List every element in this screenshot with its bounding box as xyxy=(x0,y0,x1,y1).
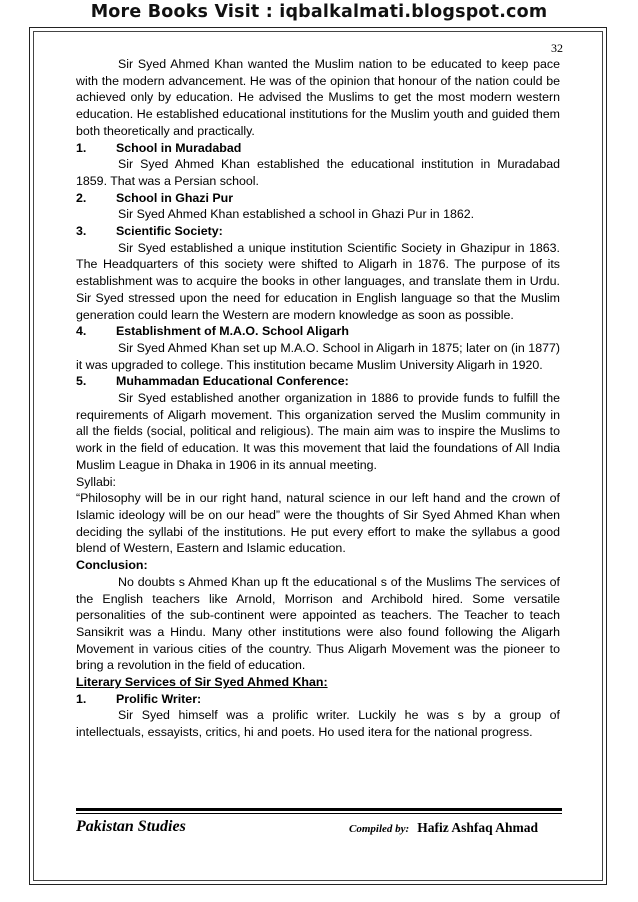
syllabi-label: Syllabi: xyxy=(76,474,116,489)
section-heading-2 xyxy=(76,190,560,207)
section-paragraph-2: Sir Syed Ahmed Khan established a school in Ghazi Pur in 1862. xyxy=(118,207,475,222)
section-paragraph-1: Sir Syed Ahmed Khan established the educational institution in Muradabad 1859. That was a Persian school. xyxy=(76,157,560,188)
section-number: 1. xyxy=(76,140,87,155)
section-number: 5. xyxy=(76,374,87,389)
section-heading-3 xyxy=(76,223,560,240)
section-number: 2. xyxy=(76,190,87,205)
section-title: Prolific Writer: xyxy=(116,691,202,706)
literary-paragraph: Sir Syed himself was a prolific writer. Luckily he was s by a group of intellectuals, essayists, critics, hi and poets. Ho used itera for the national progress. xyxy=(76,708,560,740)
conclusion-paragraph: No doubts s Ahmed Khan up ft the educational s of the Muslims The services of the English teachers like Arnold, Morrison and Archibold hired. Some versatile personalities of the sub-continent were appointed as teachers. The Teacher to teach Sansikrit was a Hindu. Many other institutions were also found following the Aligarh Movement in various cities of the country. Thus Aligarh Movement was the pioneer to bring a revolution in the field of education. xyxy=(76,574,560,673)
section-paragraph-5: Sir Syed established another organization in 1886 to provide funds to fulfill the requirements of Aligarh movement. This organization served the Muslim community in all the fields (social, political and religious). The main aim was to inspire the Muslims to work in the field of education. It was this movement that laid the foundations of All India Muslim League in Dhaka in 1906 in its annual meeting. xyxy=(76,391,560,472)
document-body xyxy=(76,56,560,741)
section-heading-1 xyxy=(76,140,560,157)
section-paragraph-4: Sir Syed Ahmed Khan set up M.A.O. School in Aligarh in 1875; later on (in 1877) it was upgraded to college. This institution became Muslim University Aligarh in 1920. xyxy=(76,340,560,372)
section-number: 3. xyxy=(76,224,87,239)
literary-services-title: Literary Services of Sir Syed Ahmed Khan: xyxy=(76,675,328,690)
footer-book-title: Pakistan Studies xyxy=(76,818,186,835)
section-title: School in Muradabad xyxy=(116,140,242,155)
intro-paragraph: Sir Syed Ahmed Khan wanted the Muslim nation to be educated to keep pace with the modern advancement. He was of the opinion that honour of the nation could be achieved only by education. He advised the Muslims to get the most modern western education. He established educational institutions for the Muslim youth and guided them both theoretically and practically. xyxy=(76,57,560,138)
section-title: Establishment of M.A.O. School Aligarh xyxy=(116,324,349,339)
footer-divider-thin xyxy=(76,813,562,814)
conclusion-label: Conclusion: xyxy=(76,558,148,573)
section-number: 4. xyxy=(76,324,87,339)
section-title: Scientific Society: xyxy=(116,224,223,239)
page-number: 32 xyxy=(551,41,563,55)
author-name: Hafiz Ashfaq Ahmad xyxy=(417,820,538,835)
section-heading-5 xyxy=(76,373,560,390)
footer-credit xyxy=(349,820,538,836)
literary-subheading xyxy=(76,691,560,708)
section-number: 1. xyxy=(76,691,87,706)
section-paragraph-3: Sir Syed established a unique institution Scientific Society in Ghazipur in 1863. The Headquarters of this society were shifted to Aligarh in 1876. The purpose of its establishment was to acquire the books in other languages, and translate them in Urdu. Sir Syed stressed upon the need for education in English language so that the Muslim generation could learn the Western are modern knowledge as soon as possible. xyxy=(76,240,560,322)
site-banner: More Books Visit : iqbalkalmati.blogspot.com xyxy=(90,2,548,22)
syllabi-paragraph: “Philosophy will be in our right hand, natural science in our left hand and the crown of Islamic ideology will be on our head” were the thoughts of Sir Syed Ahmed Khan when deciding the syllabi of the institutions. He put every effort to make the syllabus a good blend of Western, Eastern and Islamic education. xyxy=(76,491,560,556)
footer-divider-thick xyxy=(76,808,562,811)
section-heading-4 xyxy=(76,323,560,340)
section-title: School in Ghazi Pur xyxy=(116,190,234,205)
section-title: Muhammadan Educational Conference: xyxy=(116,374,349,389)
compiled-by-label: Compiled by: xyxy=(349,823,410,835)
